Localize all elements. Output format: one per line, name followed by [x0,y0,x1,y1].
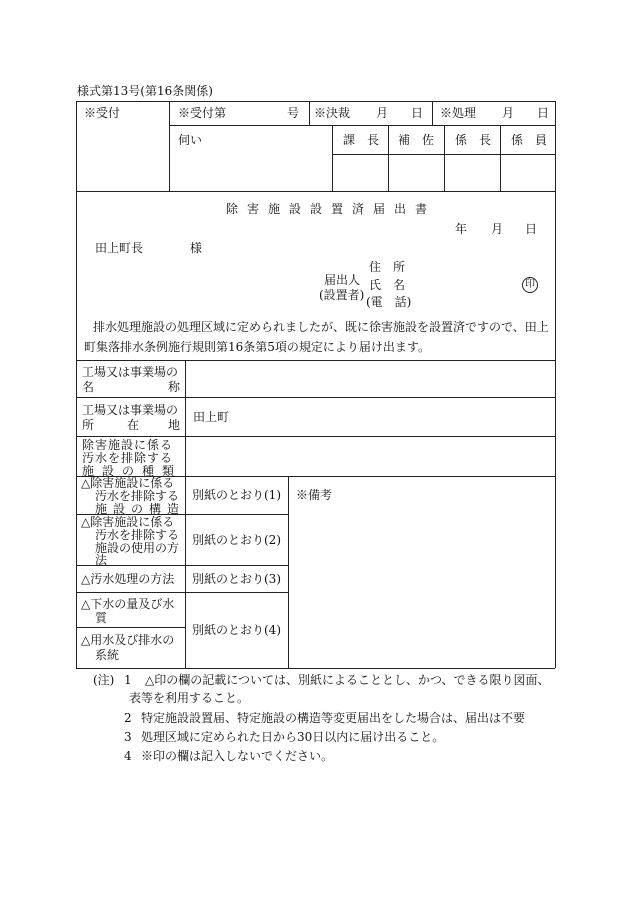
structure-label-2: 汚水を排除する [95,489,180,503]
processing-day: 日 [537,106,550,120]
reception-label: ※受付 [84,106,121,120]
attachment-3: 別紙のとおり(3) [192,572,281,586]
phone-label: (電 話) [366,295,412,309]
date-year: 年 [455,222,468,236]
body-text-line-1: 排水処理施設の処理区域に定められましたが、既に徐害施設を設置済ですので、田上 [93,320,549,334]
facility-type-label-3: 施設の種類 [82,464,183,478]
attachment-1: 別紙のとおり(1) [192,488,281,502]
factory-location-value: 田上町 [193,410,230,424]
staff-label: 係 員 [511,133,548,147]
note-text: 処理区域に定められた日から30日以内に届け出ること。 [141,730,445,744]
addressee: 田上町長 [95,241,144,255]
facility-type-label-1: 除害施設に係る [82,438,174,452]
factory-location-label-1: 工場又は事業場の [82,403,179,417]
note-text: ※印の欄は記入しないでください。 [141,749,334,763]
attachment-2: 別紙のとおり(2) [192,533,281,547]
sewage-label-2: 質 [95,611,108,625]
seal-icon: 印 [522,277,538,293]
form-number-label: 様式第13号(第16条関係) [77,84,213,98]
factory-name-label-1: 工場又は事業場の [82,365,179,379]
note-text: △印の欄の記載については、別紙によることとし、かつ、できる限り図面、 [145,673,550,687]
date-day: 日 [525,222,538,236]
honorific: 様 [190,241,203,255]
facility-type-label-2: 汚水を排除する [82,451,174,465]
factory-name-label-2a: 名 [82,380,95,394]
decision-label: ※決裁 [314,106,351,120]
attachment-4: 別紙のとおり(4) [192,623,281,637]
number-unit: 号 [287,106,300,120]
note-number: 4 [124,749,132,763]
structure-label-1: △除害施設に係る [81,476,175,490]
date-month: 月 [491,222,504,236]
subsection-chief-label: 係 長 [455,133,492,147]
treatment-label: △汚水処理の方法 [81,572,175,586]
usage-label-1: △除害施設に係る [81,515,175,529]
factory-location-label-2a: 所 [82,418,95,432]
applicant-sublabel: (設置者) [319,288,365,302]
section-chief-label: 課 長 [343,133,380,147]
note-number: 1 [124,673,132,687]
note-number: 2 [124,711,132,725]
assistant-label: 補 佐 [398,133,435,147]
document-title: 除害施設設置済届出書 [226,202,437,216]
reception-number-label: ※受付第 [178,106,227,120]
note-text: 特定施設設置届、特定施設の構造等変更届出をした場合は、届出は不要 [141,711,526,725]
water-label-2: 系統 [95,648,120,662]
factory-location-label-2b: 在 [127,418,140,432]
decision-month: 月 [376,106,389,120]
factory-location-label-2c: 地 [168,418,181,432]
usage-label-2: 汚水を排除する [95,528,180,542]
sewage-label-1: △下水の量及び水 [81,597,175,611]
processing-label: ※処理 [440,106,477,120]
processing-month: 月 [502,106,515,120]
address-label: 住 所 [369,260,406,274]
body-text-line-2: 町集落排水条例施行規則第16条第5項の規定により届け出ます。 [84,340,430,354]
decision-day: 日 [411,106,424,120]
notes-label: (注) [93,673,115,687]
remarks-label: ※備考 [296,488,333,502]
inquiry-label: 伺い [178,133,203,147]
usage-label-3: 施設の使用の方 [95,541,180,555]
note-text: 表等を利用すること。 [129,691,250,705]
structure-label-3: 施設の構造 [95,502,186,516]
factory-name-label-2b: 称 [168,380,181,394]
water-label-1: △用水及び排水の [81,633,175,647]
note-number: 3 [124,730,132,744]
usage-label-4: 法 [95,553,108,567]
name-label: 氏 名 [369,278,406,292]
applicant-label: 届出人 [324,273,361,287]
